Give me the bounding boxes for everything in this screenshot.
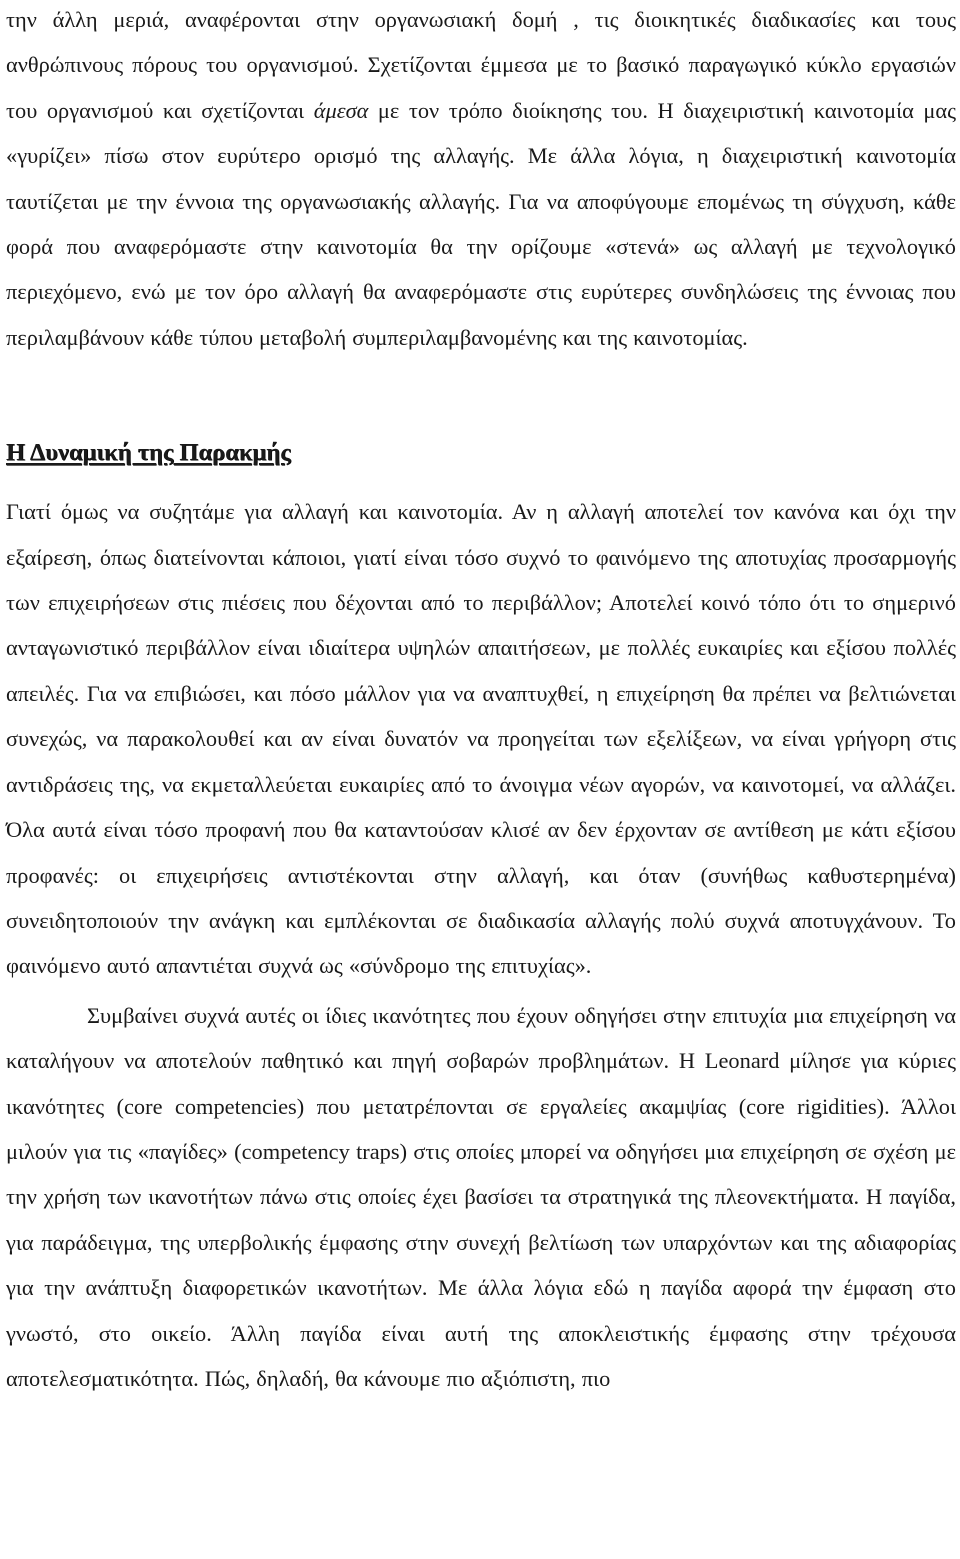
- document-page: [6, 0, 956, 1401]
- body-paragraph-competencies: Συμβαίνει συχνά αυτές οι ίδιες ικανότητες που έχουν οδηγήσει στην επιτυχία μια επιχείρηση να καταλήγουν να αποτελούν παθητικό και πηγή σοβαρών προβλημάτων. Η Leonard μίλησε για κύριες ικανότητες (core competencies) που μετατρέπονται σε εργαλείες ακαμψίας (core rigidities). Άλλοι μιλούν για τις «παγίδες» (competency traps) στις οποίες μπορεί να οδηγήσει μια επιχείρηση σε σχέση με την χρήση των ικανοτήτων πάνω στις οποίες έχει βασίσει τα στρατηγικά της πλεονεκτήματα. Η παγίδα, για παράδειγμα, της υπερβολικής έμφασης στην συνεχή βελτίωση των υπαρχόντων και της αδιαφορίας για την ανάπτυξη διαφορετικών ικανοτήτων. Με άλλα λόγια εδώ η παγίδα αφορά την έμφαση στο γνωστό, στο οικείο. Άλλη παγίδα είναι αυτή της αποκλειστικής έμφασης στην τρέχουσα αποτελεσματικότητα. Πώς, δηλαδή, θα κάνουμε πιο αξιόπιστη, πιο: [6, 1002, 956, 1391]
- emphasized-word: άμεσα: [313, 97, 369, 123]
- paragraph-text: την άλλη μεριά, αναφέρονται στην οργανωσιακή δομή , τις διοικητικές διαδικασίες και τους ανθρώπινους πόρους του οργανισμού. Σχετίζονται έμμεσα με το βασικό παραγωγικό κύκλο εργασιών του οργανισμού και σχετίζονται: [6, 7, 956, 123]
- body-paragraph-decline: Γιατί όμως να συζητάμε για αλλαγή και καινοτομία. Αν η αλλαγή αποτελεί τον κανόνα και όχι την εξαίρεση, όπως διατείνονται κάποιοι, γιατί είναι τόσο συχνό το φαινόμενο της αποτυχίας προσαρμογής των επιχειρήσεων στις πιέσεις που δέχονται από το περιβάλλον; Αποτελεί κοινό τόπο ότι το σημερινό ανταγωνιστικό περιβάλλον είναι ιδιαίτερα υψηλών απαιτήσεων, με πολλές ευκαιρίες και εξίσου πολλές απειλές. Για να επιβιώσει, και πόσο μάλλον για να αναπτυχθεί, η επιχείρηση θα πρέπει να βελτιώνεται συνεχώς, να παρακολουθεί και αν είναι δυνατόν να προηγείται των εξελίξεων, να είναι γρήγορη στις αντιδράσεις της, να εκμεταλλεύεται ευκαιρίες από το άνοιγμα νέων αγορών, να καινοτομεί, να αλλάζει. Όλα αυτά είναι τόσο προφανή που θα καταντούσαν κλισέ αν δεν έρχονταν σε αντίθεση με κάτι εξίσου προφανές: οι επιχειρήσεις αντιστέκονται στην αλλαγή, και όταν (συνήθως καθυστερημένα) συνειδητοποιούν την ανάγκη και εμπλέκονται σε διαδικασία αλλαγής πολύ συχνά αποτυγχάνουν. Το φαινόμενο αυτό απαντιέται συχνά ως «σύνδρομο της επιτυχίας».: [6, 499, 956, 979]
- heading-spacer: [6, 475, 956, 489]
- body-paragraph-organizational: [6, 0, 956, 360]
- paragraph-text-continued: με τον τρόπο διοίκησης του. Η διαχειριστική καινοτομία μας «γυρίζει» πίσω στον ευρύτερο ορισμό της αλλαγής. Με άλλα λόγια, η διαχειριστική καινοτομία ταυτίζεται με την έννοια της οργανωσιακής αλλαγής. Για να αποφύγουμε επομένως τη σύγχυση, κάθε φορά που αναφερόμαστε στην καινοτομία θα την ορίζουμε «στενά» ως αλλαγή με τεχνολογικό περιεχόμενο, ενώ με τον όρο αλλαγή θα αναφερόμαστε στις ευρύτερες συνδηλώσεις της έννοιας που περιλαμβάνουν κάθε τύπου μεταβολή συμπεριλαμβανομένης και της καινοτομίας.: [6, 97, 957, 350]
- section-heading-text: Η Δυναμική της Παρακμής: [6, 439, 291, 467]
- section-heading: [6, 430, 956, 475]
